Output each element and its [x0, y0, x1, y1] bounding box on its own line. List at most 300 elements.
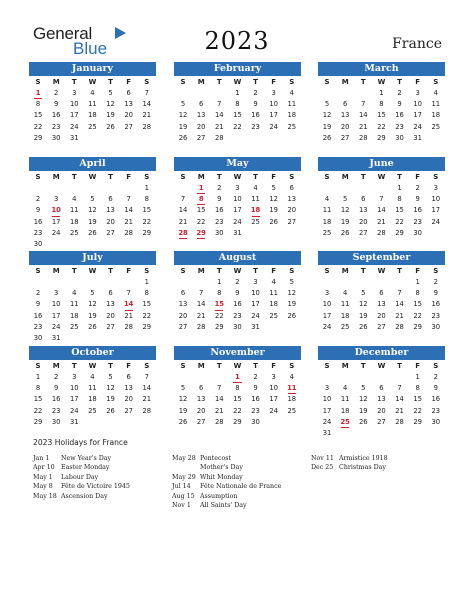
day-cell: 22 — [142, 217, 152, 226]
day-cell: 27 — [178, 322, 188, 331]
day-cell: 17 — [322, 311, 332, 320]
day-cell: 10 — [233, 195, 242, 204]
day-cell: 22 — [395, 217, 404, 226]
day-cell: 13 — [106, 206, 115, 215]
day-cell: 23 — [413, 217, 423, 226]
month-title: March — [318, 62, 445, 76]
day-cell: 26 — [340, 228, 350, 237]
month-title: July — [29, 251, 156, 265]
day-cell-empty — [210, 372, 228, 383]
weekday-header: M — [197, 173, 205, 181]
day-cell: 29 — [33, 417, 43, 426]
day-cell: 18 — [269, 300, 279, 309]
day-cell: 25 — [269, 311, 279, 320]
day-cell-empty — [192, 372, 210, 383]
day-cell: 5 — [324, 100, 330, 109]
day-cell: 10 — [269, 100, 279, 109]
day-cell: 5 — [361, 289, 366, 298]
day-cell: 4 — [343, 289, 348, 298]
weekday-header: S — [180, 362, 186, 370]
day-cell: 6 — [343, 100, 348, 109]
day-cell: 28 — [377, 228, 386, 237]
month-september — [318, 251, 445, 333]
weekday-header: W — [377, 173, 386, 181]
holiday-date: Nov 1 — [172, 501, 191, 509]
day-cell: 27 — [358, 228, 368, 237]
day-cell: 30 — [214, 228, 224, 237]
day-cell: 29 — [142, 228, 152, 237]
day-cell: 26 — [88, 322, 97, 331]
weekday-header: T — [253, 173, 258, 181]
day-cell: 12 — [269, 195, 279, 204]
holiday-name: Christmas Day — [339, 464, 386, 472]
day-cell: 3 — [415, 89, 420, 97]
weekday-header: T — [108, 78, 113, 86]
holiday-row — [33, 454, 130, 463]
day-cell: 15 — [33, 111, 43, 120]
day-cell-empty — [83, 277, 101, 288]
day-cell: 2 — [54, 373, 59, 381]
day-cell: 6 — [180, 289, 186, 298]
day-cell: 14 — [214, 111, 224, 120]
holiday-row — [172, 454, 281, 463]
day-cell: 14 — [358, 111, 368, 120]
month-august — [174, 251, 301, 333]
day-cell: 5 — [289, 278, 294, 286]
day-cell: 3 — [324, 384, 330, 393]
day-cell: 18 — [88, 395, 97, 404]
day-cell: 30 — [233, 322, 242, 331]
day-cell: 9 — [253, 100, 258, 109]
day-cell: 15 — [142, 206, 152, 215]
day-cell: 26 — [358, 322, 368, 331]
day-cell: 17 — [322, 406, 332, 415]
day-cell: 13 — [287, 195, 297, 204]
day-cell: 15 — [395, 206, 404, 215]
day-cell-empty — [47, 277, 65, 288]
day-cell: 24 — [322, 417, 332, 426]
month-grid — [318, 171, 445, 239]
day-cell: 5 — [343, 195, 348, 204]
day-cell: 23 — [251, 406, 260, 415]
day-cell: 21 — [214, 122, 224, 131]
weekday-header: M — [341, 267, 349, 275]
weekday-header: W — [377, 267, 386, 275]
weekday-header: S — [180, 78, 186, 86]
day-cell: 30 — [413, 228, 423, 237]
weekday-header: S — [324, 78, 330, 86]
day-cell: 19 — [358, 406, 368, 415]
day-cell-empty — [372, 372, 390, 383]
holiday-row — [311, 463, 388, 472]
day-cell: 6 — [379, 384, 384, 393]
day-cell: 26 — [358, 417, 368, 426]
month-title: April — [29, 157, 156, 171]
day-cell: 22 — [233, 122, 242, 131]
day-cell-empty — [192, 277, 210, 288]
day-cell: 17 — [233, 206, 242, 215]
holiday-date: May 28 — [172, 455, 196, 462]
holidays-title: 2023 Holidays for France — [33, 438, 128, 447]
weekday-header: M — [52, 78, 60, 86]
day-cell: 27 — [106, 228, 115, 237]
day-cell: 16 — [431, 395, 441, 404]
day-cell-empty — [174, 183, 192, 194]
month-title: June — [318, 157, 445, 171]
day-cell: 17 — [69, 395, 79, 404]
day-cell: 2 — [235, 278, 240, 286]
day-cell: 2 — [35, 289, 41, 298]
day-cell: 7 — [397, 289, 402, 298]
holiday-name: Ascension Day — [61, 492, 108, 500]
day-cell: 12 — [322, 111, 332, 120]
day-cell: 28 — [214, 133, 224, 142]
weekday-header: M — [52, 173, 60, 181]
day-cell: 11 — [88, 100, 97, 109]
weekday-header: S — [433, 173, 439, 181]
day-cell: 19 — [106, 111, 115, 120]
month-title: January — [29, 62, 156, 76]
day-cell: 24 — [269, 122, 279, 131]
day-cell: 3 — [54, 289, 59, 298]
day-cell: 23 — [51, 406, 61, 415]
day-cell-empty — [174, 277, 192, 288]
day-cell: 20 — [106, 311, 115, 320]
weekday-header: T — [108, 173, 113, 181]
day-cell: 31 — [69, 133, 79, 142]
day-cell: 16 — [51, 395, 61, 404]
day-cell: 23 — [51, 122, 61, 131]
day-cell: 26 — [322, 133, 332, 142]
weekday-header: T — [71, 78, 77, 86]
day-cell: 26 — [106, 406, 115, 415]
month-june — [318, 157, 445, 239]
weekday-header: F — [126, 362, 132, 370]
weekday-header: T — [216, 267, 222, 275]
day-cell: 27 — [106, 322, 115, 331]
holiday-row — [172, 463, 281, 472]
day-cell: 8 — [35, 384, 41, 393]
holiday-name: Whit Monday — [200, 473, 243, 481]
day-cell: 5 — [180, 384, 186, 393]
day-cell-empty — [120, 183, 138, 194]
day-cell: 8 — [379, 100, 384, 109]
holiday-day-cell: 8 — [192, 194, 210, 205]
weekday-header: F — [126, 78, 132, 86]
weekday-header: T — [397, 78, 402, 86]
day-cell: 21 — [377, 217, 386, 226]
day-cell: 3 — [433, 184, 438, 192]
month-grid — [174, 171, 301, 239]
day-cell: 29 — [377, 133, 386, 142]
day-cell: 20 — [287, 206, 297, 215]
weekday-header: M — [341, 78, 349, 86]
weekday-header: S — [180, 267, 186, 275]
weekday-header: T — [397, 173, 402, 181]
day-cell: 16 — [395, 111, 404, 120]
day-cell: 3 — [72, 89, 77, 97]
day-cell: 12 — [340, 206, 350, 215]
day-cell: 1 — [217, 278, 222, 286]
day-cell-empty — [354, 88, 372, 99]
weekday-header: F — [126, 173, 132, 181]
day-cell: 12 — [88, 300, 97, 309]
day-cell: 27 — [340, 133, 350, 142]
day-cell: 2 — [433, 373, 438, 381]
day-cell: 19 — [178, 406, 188, 415]
day-cell: 17 — [251, 300, 260, 309]
weekday-header: S — [289, 173, 295, 181]
day-cell: 10 — [251, 289, 260, 298]
day-cell: 26 — [178, 417, 188, 426]
day-cell: 23 — [251, 122, 260, 131]
day-cell: 24 — [322, 322, 332, 331]
day-cell: 15 — [33, 395, 43, 404]
day-cell: 8 — [235, 100, 240, 109]
weekday-header: T — [108, 267, 113, 275]
day-cell: 13 — [196, 395, 206, 404]
day-cell: 29 — [214, 322, 224, 331]
weekday-header: W — [88, 362, 97, 370]
weekday-header: F — [271, 267, 277, 275]
day-cell: 28 — [124, 228, 134, 237]
day-cell: 7 — [361, 100, 366, 109]
day-cell: 19 — [340, 217, 350, 226]
day-cell: 23 — [33, 322, 43, 331]
weekday-header: W — [377, 78, 386, 86]
day-cell: 20 — [196, 122, 206, 131]
holiday-date: May 29 — [172, 473, 196, 481]
day-cell-empty — [336, 88, 354, 99]
day-cell-empty — [120, 277, 138, 288]
day-cell: 18 — [69, 311, 79, 320]
day-cell: 6 — [199, 384, 204, 393]
day-cell: 15 — [377, 111, 386, 120]
day-cell: 8 — [235, 384, 240, 393]
day-cell: 29 — [413, 417, 423, 426]
day-cell: 22 — [377, 122, 386, 131]
holiday-date: Apr 10 — [33, 464, 55, 472]
day-cell: 16 — [251, 111, 260, 120]
day-cell: 30 — [51, 133, 61, 142]
day-cell: 7 — [379, 195, 384, 204]
holiday-name: New Year's Day — [61, 455, 112, 462]
month-grid — [318, 360, 445, 439]
day-cell: 24 — [233, 217, 242, 226]
holiday-date: Jul 14 — [172, 483, 191, 491]
day-cell: 7 — [217, 384, 222, 393]
day-cell: 28 — [395, 417, 404, 426]
day-cell: 14 — [196, 300, 206, 309]
day-cell: 24 — [51, 322, 61, 331]
month-grid — [29, 171, 156, 250]
day-cell: 17 — [431, 206, 441, 215]
day-cell: 21 — [124, 311, 134, 320]
day-cell: 30 — [431, 417, 441, 426]
holiday-name: Pentecost — [200, 455, 232, 462]
holiday-day-cell: 15 — [210, 299, 228, 310]
day-cell: 25 — [69, 322, 79, 331]
month-title: October — [29, 346, 156, 360]
day-cell: 17 — [413, 111, 423, 120]
day-cell-empty — [372, 183, 390, 194]
day-cell: 13 — [124, 384, 134, 393]
month-february — [174, 62, 301, 144]
day-cell: 6 — [126, 89, 131, 97]
holiday-date: May 8 — [33, 483, 53, 491]
day-cell: 24 — [69, 406, 79, 415]
weekday-header: S — [35, 267, 41, 275]
day-cell: 5 — [180, 100, 186, 109]
day-cell: 21 — [142, 111, 152, 120]
day-cell-empty — [391, 372, 409, 383]
day-cell: 3 — [235, 184, 240, 192]
holiday-name: Mother's Day — [200, 464, 243, 472]
day-cell: 30 — [51, 417, 61, 426]
day-cell: 31 — [413, 133, 423, 142]
day-cell-empty — [318, 88, 336, 99]
month-title: February — [174, 62, 301, 76]
day-cell: 16 — [233, 300, 242, 309]
holiday-day-cell: 1 — [29, 88, 47, 99]
weekday-header: S — [35, 362, 41, 370]
day-cell: 20 — [377, 406, 386, 415]
holiday-row — [172, 501, 281, 510]
day-cell: 6 — [361, 195, 366, 204]
day-cell: 13 — [106, 300, 115, 309]
day-cell: 18 — [287, 395, 297, 404]
day-cell: 13 — [358, 206, 368, 215]
day-cell: 25 — [88, 406, 97, 415]
holiday-date: Dec 25 — [311, 464, 334, 472]
logo-text-blue: Blue — [73, 39, 108, 58]
weekday-header: S — [324, 173, 330, 181]
day-cell: 5 — [271, 184, 276, 192]
day-cell: 16 — [214, 206, 224, 215]
day-cell: 7 — [180, 195, 186, 204]
holiday-row — [33, 492, 130, 501]
day-cell: 11 — [287, 100, 297, 109]
day-cell: 26 — [106, 122, 115, 131]
day-cell: 22 — [413, 311, 423, 320]
day-cell: 3 — [324, 289, 330, 298]
month-title: August — [174, 251, 301, 265]
day-cell: 13 — [178, 300, 188, 309]
day-cell: 1 — [35, 373, 41, 381]
day-cell: 11 — [431, 100, 441, 109]
holiday-name: Labour Day — [61, 473, 99, 481]
weekday-header: T — [108, 362, 113, 370]
weekday-header: S — [324, 362, 330, 370]
weekday-header: W — [377, 362, 386, 370]
weekday-header: T — [216, 362, 222, 370]
logo-text-general: General — [33, 24, 93, 43]
day-cell: 29 — [395, 228, 404, 237]
day-cell: 21 — [395, 406, 404, 415]
day-cell: 15 — [142, 300, 152, 309]
day-cell: 12 — [106, 384, 115, 393]
holiday-name: Easter Monday — [61, 464, 110, 472]
weekday-header: M — [197, 267, 205, 275]
weekday-header: S — [289, 78, 295, 86]
month-january — [29, 62, 156, 144]
day-cell: 7 — [217, 100, 222, 109]
day-cell: 27 — [196, 417, 206, 426]
day-cell: 10 — [269, 384, 279, 393]
day-cell: 22 — [33, 122, 43, 131]
weekday-header: M — [341, 173, 349, 181]
day-cell: 23 — [214, 217, 224, 226]
day-cell: 7 — [397, 384, 402, 393]
day-cell: 14 — [395, 300, 404, 309]
day-cell: 3 — [72, 373, 77, 381]
day-cell-empty — [102, 277, 120, 288]
day-cell: 28 — [142, 122, 152, 131]
day-cell: 29 — [142, 322, 152, 331]
day-cell: 6 — [379, 289, 384, 298]
weekday-header: S — [144, 267, 150, 275]
day-cell: 25 — [69, 228, 79, 237]
day-cell: 25 — [287, 406, 297, 415]
day-cell: 22 — [214, 311, 224, 320]
weekday-header: S — [144, 362, 150, 370]
holiday-name: Fête de Victoire 1945 — [61, 483, 130, 491]
day-cell: 12 — [88, 206, 97, 215]
day-cell: 30 — [395, 133, 404, 142]
day-cell-empty — [336, 277, 354, 288]
day-cell: 13 — [124, 100, 134, 109]
day-cell: 24 — [413, 122, 423, 131]
day-cell: 14 — [124, 206, 134, 215]
month-title: November — [174, 346, 301, 360]
day-cell-empty — [174, 88, 192, 99]
day-cell: 18 — [88, 111, 97, 120]
day-cell: 13 — [377, 395, 386, 404]
holiday-date: Aug 15 — [172, 492, 195, 500]
day-cell-empty — [47, 183, 65, 194]
month-grid — [174, 265, 301, 333]
day-cell: 4 — [90, 373, 95, 381]
day-cell: 6 — [108, 289, 113, 298]
day-cell: 19 — [88, 217, 97, 226]
weekday-header: W — [88, 78, 97, 86]
month-grid — [29, 360, 156, 428]
weekday-header: T — [216, 173, 222, 181]
day-cell: 9 — [433, 289, 438, 298]
holiday-name: Fête Nationale de France — [200, 483, 282, 491]
day-cell: 12 — [358, 300, 368, 309]
day-cell: 4 — [253, 184, 258, 192]
day-cell: 21 — [214, 406, 224, 415]
day-cell: 14 — [178, 206, 188, 215]
weekday-header: M — [52, 362, 60, 370]
day-cell: 27 — [377, 417, 386, 426]
weekday-header: M — [197, 78, 205, 86]
month-march — [318, 62, 445, 144]
day-cell: 10 — [431, 195, 441, 204]
day-cell: 31 — [251, 322, 260, 331]
day-cell-empty — [174, 372, 192, 383]
day-cell: 27 — [287, 217, 297, 226]
weekday-header: W — [233, 267, 242, 275]
day-cell: 31 — [51, 333, 61, 342]
day-cell-empty — [336, 372, 354, 383]
day-cell: 14 — [142, 384, 152, 393]
day-cell-empty — [65, 277, 83, 288]
holiday-date: Nov 11 — [311, 455, 334, 462]
day-cell: 16 — [431, 300, 441, 309]
day-cell: 19 — [269, 206, 279, 215]
